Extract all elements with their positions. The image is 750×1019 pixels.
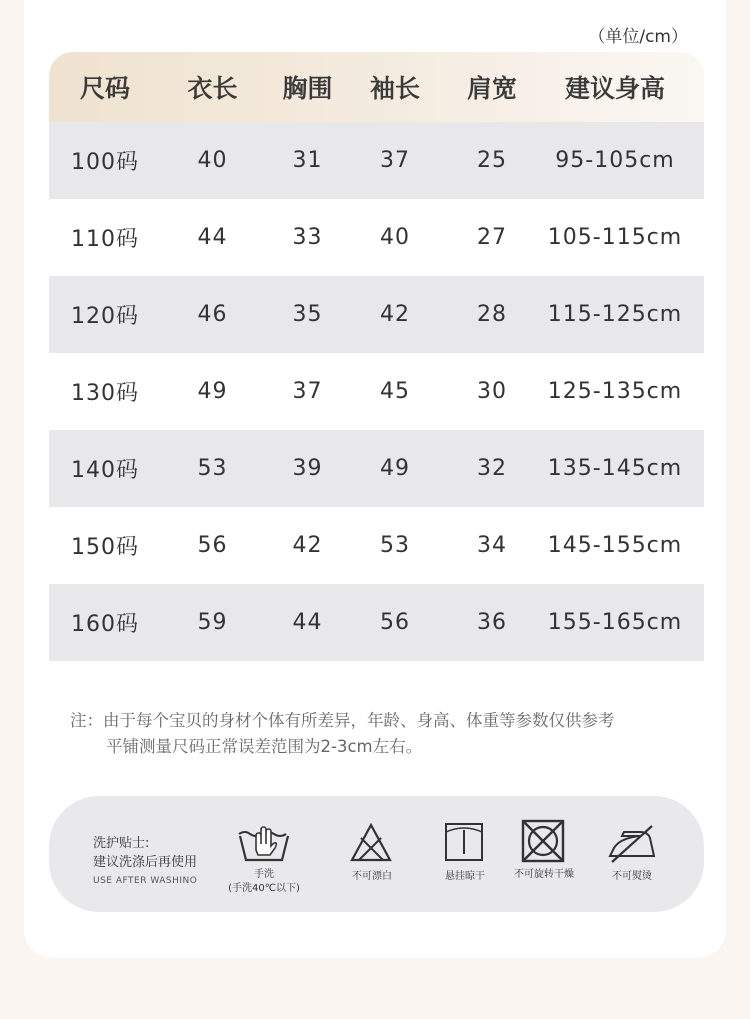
no-iron-caption: 不可熨烫 (612, 871, 652, 882)
no-bleach-icon (349, 822, 393, 864)
chest-cell: 33 (292, 225, 323, 250)
care-title-line-1: 洗护贴士: (93, 836, 150, 851)
length-cell: 49 (197, 379, 228, 404)
no-bleach-caption: 不可漂白 (352, 871, 392, 882)
chest-cell: 44 (292, 610, 323, 635)
table-row (49, 507, 704, 584)
unit-label: （单位/cm） (588, 27, 688, 47)
sleeve-cell: 53 (380, 533, 410, 558)
chest-cell: 35 (292, 302, 323, 327)
height-cell: 115-125cm (547, 302, 683, 327)
size-cell: 150码 (71, 535, 139, 560)
length-cell: 59 (197, 610, 228, 635)
no-tumble-dry-icon (520, 818, 566, 864)
note-line-1: 注：由于每个宝贝的身材个体有所差异，年龄、身高、体重等参数仅供参考 (70, 711, 615, 730)
shoulder-cell: 34 (477, 533, 507, 558)
shoulder-cell: 25 (477, 148, 507, 173)
sleeve-cell: 42 (380, 302, 410, 327)
size-cell: 160码 (71, 612, 139, 637)
hand-wash-label: 手洗 (254, 869, 274, 880)
note-line-2: 平铺测量尺码正常误差范围为2-3cm左右。 (106, 737, 423, 756)
no-iron-icon (606, 824, 658, 864)
header-shoulder: 肩宽 (466, 74, 517, 103)
hang-dry-icon (444, 822, 484, 862)
care-subtitle: USE AFTER WASHINO (93, 876, 198, 886)
size-cell: 120码 (71, 304, 139, 329)
no-tumble-dry-caption: 不可旋转干燥 (514, 869, 574, 880)
table-row (49, 199, 704, 276)
length-cell: 46 (197, 302, 228, 327)
chest-cell: 31 (292, 148, 323, 173)
length-cell: 44 (197, 225, 228, 250)
size-note (70, 708, 710, 760)
sleeve-cell: 49 (380, 456, 410, 481)
hand-wash-caption (219, 868, 309, 896)
table-row (49, 430, 704, 507)
height-cell: 125-135cm (547, 379, 683, 404)
table-row (49, 276, 704, 353)
header-sleeve: 袖长 (369, 74, 420, 103)
table-row (49, 122, 704, 199)
hand-wash-icon (236, 820, 292, 866)
length-cell: 53 (197, 456, 228, 481)
shoulder-cell: 28 (477, 302, 507, 327)
sleeve-cell: 45 (380, 379, 410, 404)
sleeve-cell: 37 (380, 148, 410, 173)
height-cell: 135-145cm (547, 456, 683, 481)
shoulder-cell: 27 (477, 225, 507, 250)
care-title (93, 834, 197, 872)
size-cell: 140码 (71, 458, 139, 483)
header-height: 建议身高 (564, 74, 665, 103)
header-length: 衣长 (187, 74, 238, 103)
size-table (49, 52, 704, 661)
chest-cell: 37 (292, 379, 323, 404)
shoulder-cell: 30 (477, 379, 507, 404)
shoulder-cell: 36 (477, 610, 507, 635)
table-body (49, 122, 704, 661)
height-cell: 155-165cm (547, 610, 683, 635)
length-cell: 40 (197, 148, 228, 173)
care-instructions-panel (49, 796, 704, 912)
table-row (49, 584, 704, 661)
size-cell: 130码 (71, 381, 139, 406)
header-chest: 胸围 (282, 74, 333, 103)
height-cell: 95-105cm (555, 148, 675, 173)
table-row (49, 353, 704, 430)
table-header (49, 52, 704, 122)
sleeve-cell: 40 (380, 225, 410, 250)
chest-cell: 39 (292, 456, 323, 481)
size-cell: 110码 (71, 227, 139, 252)
care-title-line-2: 建议洗涤后再使用 (93, 855, 198, 870)
chest-cell: 42 (292, 533, 323, 558)
length-cell: 56 (197, 533, 228, 558)
height-cell: 145-155cm (547, 533, 683, 558)
sleeve-cell: 56 (380, 610, 410, 635)
shoulder-cell: 32 (477, 456, 507, 481)
height-cell: 105-115cm (547, 225, 683, 250)
hang-dry-caption: 悬挂晾干 (445, 871, 485, 882)
size-cell: 100码 (71, 150, 139, 175)
header-size: 尺码 (79, 74, 130, 103)
hand-wash-note: (手洗40℃以下) (228, 883, 300, 894)
